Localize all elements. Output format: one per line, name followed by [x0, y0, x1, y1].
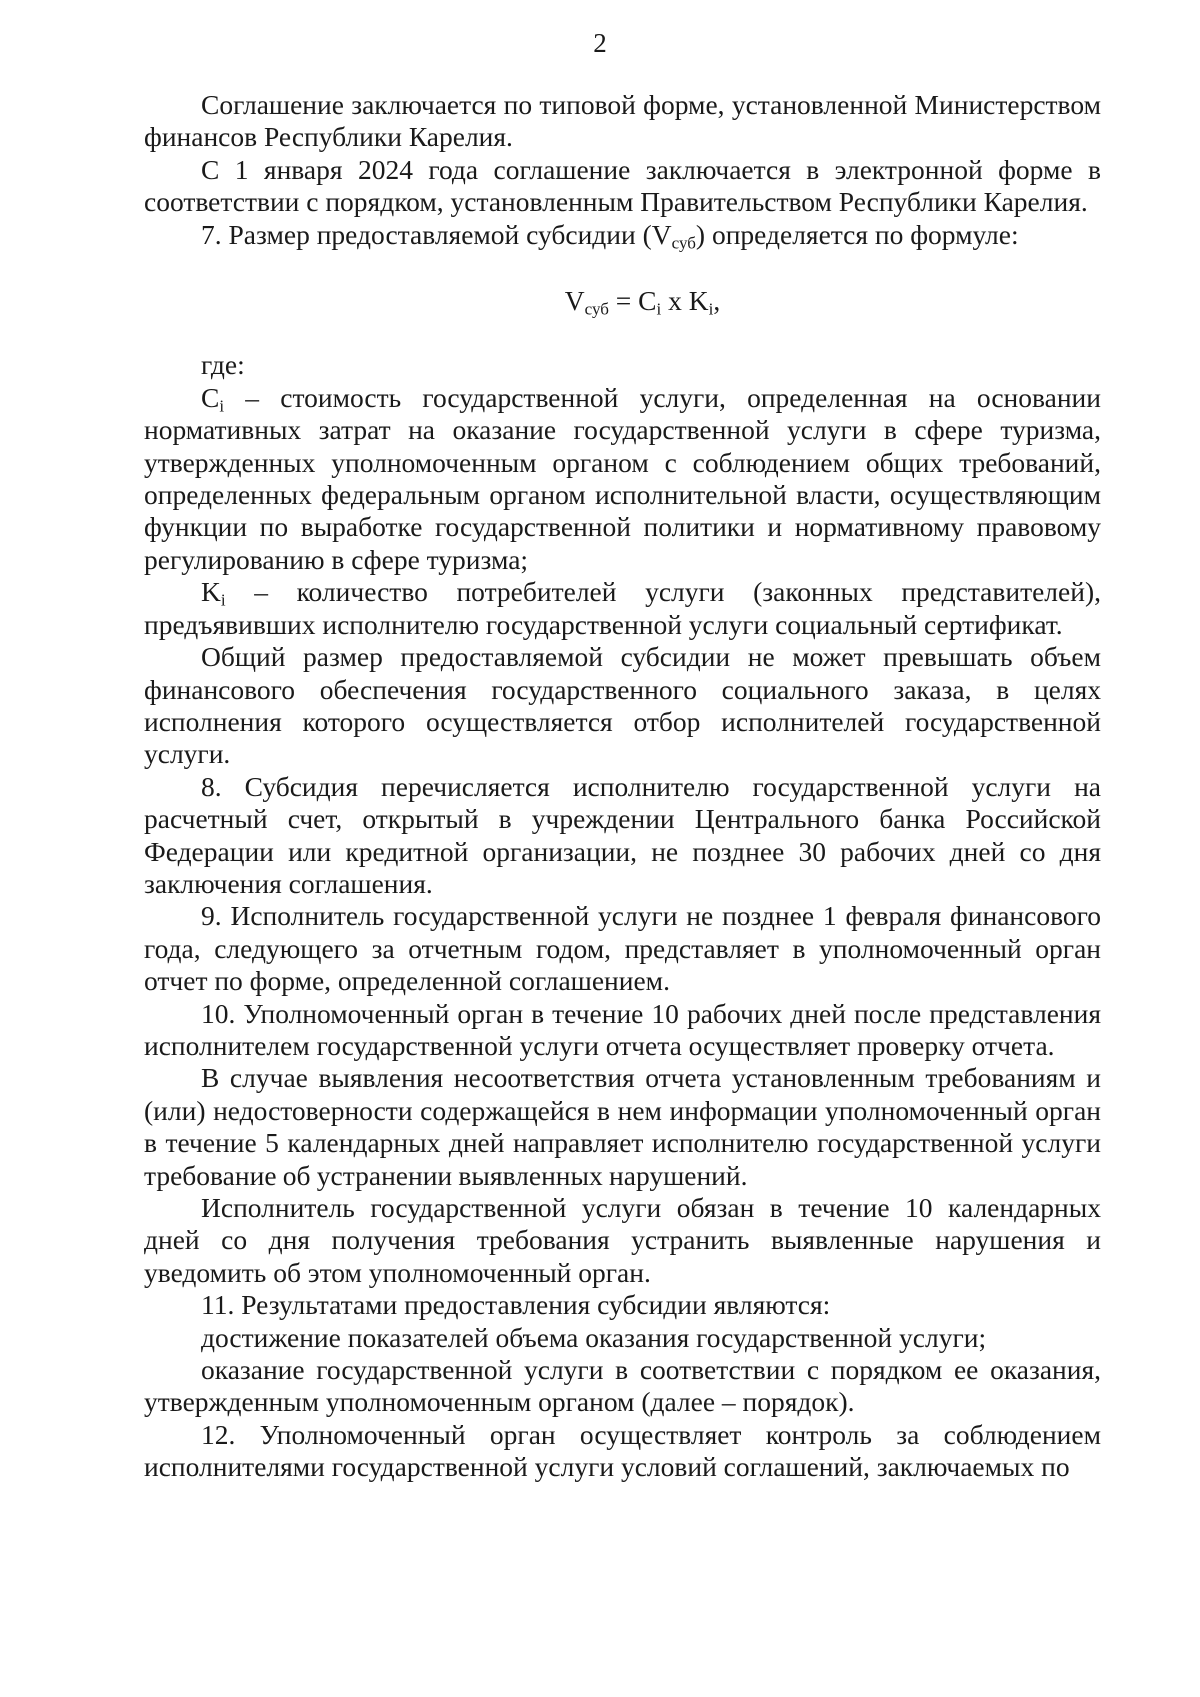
- formula-times-k: x K: [661, 285, 709, 317]
- paragraph-11-result-1: достижение показателей объема оказания государственной услуги;: [201, 1321, 987, 1353]
- definition-ci: [144, 382, 1101, 576]
- definition-ki-symbol: K: [201, 576, 221, 608]
- paragraph-10: 10. Уполномоченный орган в течение 10 рабочих дней после представления исполнителем государственной услуги отчета осуществляет проверку отчета.: [144, 997, 1101, 1061]
- definition-ci-text: – стоимость государственной услуги, определенная на основании нормативных затрат на оказание государственной услуги в сфере туризма, утвержденных уполномоченным органом с соблюдением общих требований, определенных федеральным органом исполнительной власти, осуществляющим функции по выработке государственной политики и нормативному правовому регулированию в сфере туризма;: [144, 381, 1101, 575]
- paragraph-total-subsidy: Общий размер предоставляемой субсидии не может превышать объем финансового обеспечения государственного социального заказа, в целях исполнения которого осуществляется отбор исполнителей государственной услуги.: [144, 641, 1101, 770]
- formula-c-subscript: i: [656, 299, 662, 319]
- paragraph-7-subscript: суб: [671, 232, 696, 252]
- paragraph-7: [144, 219, 1101, 251]
- paragraph-11-result-2: оказание государственной услуги в соответствии с порядком ее оказания, утвержденным уполномоченным органом (далее – порядок).: [144, 1354, 1101, 1418]
- paragraph-8: 8. Субсидия перечисляется исполнителю государственной услуги на расчетный счет, открытый в учреждении Центрального банка Российской Федерации или кредитной организации, не позднее 30 рабочих дней со дня заключения соглашения.: [144, 770, 1101, 899]
- paragraph-12: 12. Уполномоченный орган осуществляет контроль за соблюдением исполнителями государственной услуги условий соглашений, заключаемых по: [144, 1418, 1101, 1483]
- definition-ki-subscript: i: [220, 590, 226, 610]
- subsidy-formula: [144, 285, 1101, 317]
- paragraph-nonconformity: В случае выявления несоответствия отчета установленным требованиям и (или) недостоверности содержащейся в нем информации уполномоченный орган в течение 5 календарных дней направляет исполнителю государственной услуги требование об устранении выявленных нарушений.: [144, 1062, 1101, 1191]
- definition-ki-text: – количество потребителей услуги (законных представителей), предъявивших исполнителю государственной услуги социальный сертификат.: [144, 576, 1101, 640]
- paragraph-7-end: ) определяется по формуле:: [695, 218, 1019, 250]
- paragraph-9: 9. Исполнитель государственной услуги не позднее 1 февраля финансового года, следующего за отчетным годом, представляет в уполномоченный орган отчет по форме, определенной соглашением.: [144, 900, 1101, 997]
- formula-v: V: [564, 285, 585, 317]
- page-number: 2: [593, 28, 607, 58]
- paragraph-eliminate-violations: Исполнитель государственной услуги обязан в течение 10 календарных дней со дня получения требования устранить выявленные нарушения и уведомить об этом уполномоченный орган.: [144, 1192, 1101, 1288]
- paragraph-11: 11. Результатами предоставления субсидии являются:: [201, 1289, 831, 1321]
- where-label: где:: [201, 349, 245, 381]
- definition-ki: [144, 576, 1101, 641]
- definition-ci-subscript: i: [219, 396, 225, 416]
- formula-v-subscript: суб: [584, 299, 609, 319]
- formula-end: ,: [713, 285, 721, 317]
- formula-equals-c: = C: [608, 285, 657, 317]
- formula-k-subscript: i: [708, 299, 714, 319]
- paragraph-7-start: 7. Размер предоставляемой субсидии (V: [201, 218, 672, 250]
- paragraph-agreement-form: Соглашение заключается по типовой форме, установленной Министерством финансов Республики Карелия.: [144, 89, 1101, 153]
- document-body: [144, 89, 1101, 1484]
- definition-ci-symbol: C: [201, 381, 220, 413]
- paragraph-electronic-form: С 1 января 2024 года соглашение заключается в электронной форме в соответствии с порядком, установленным Правительством Республики Карелия.: [144, 153, 1101, 218]
